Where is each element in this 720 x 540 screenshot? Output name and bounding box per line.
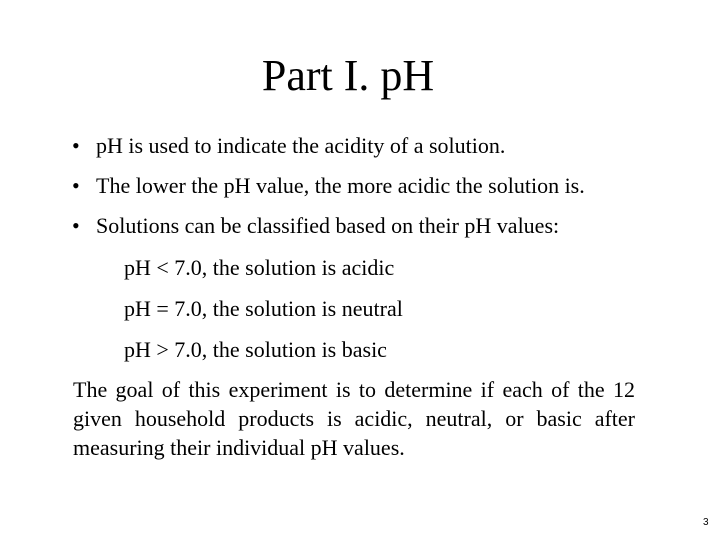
classification-basic: pH > 7.0, the solution is basic: [124, 337, 387, 362]
slide-title: Part I. pH: [261, 51, 435, 100]
bullet-item: [72, 131, 672, 171]
bullet-dot-icon: •: [72, 173, 80, 198]
bullet-dot-icon: •: [72, 213, 80, 238]
classification-acidic: pH < 7.0, the solution is acidic: [124, 255, 395, 280]
experiment-goal: The goal of this experiment is to determine if each of the 12 given household products is acidic, neutral, or basic after measuring their individual pH values.: [73, 377, 635, 460]
page-number: 3: [703, 517, 709, 528]
bullet-text: Solutions can be classified based on their pH values:: [96, 213, 560, 238]
bullet-text: The lower the pH value, the more acidic the solution is.: [96, 173, 585, 198]
ph-classification-list: [124, 253, 403, 376]
bullet-dot-icon: •: [72, 133, 80, 158]
bullet-item: [72, 211, 672, 251]
bullet-list: [72, 131, 672, 251]
bullet-item: [72, 171, 672, 211]
classification-neutral: pH = 7.0, the solution is neutral: [124, 296, 403, 321]
bullet-text: pH is used to indicate the acidity of a solution.: [96, 133, 506, 158]
